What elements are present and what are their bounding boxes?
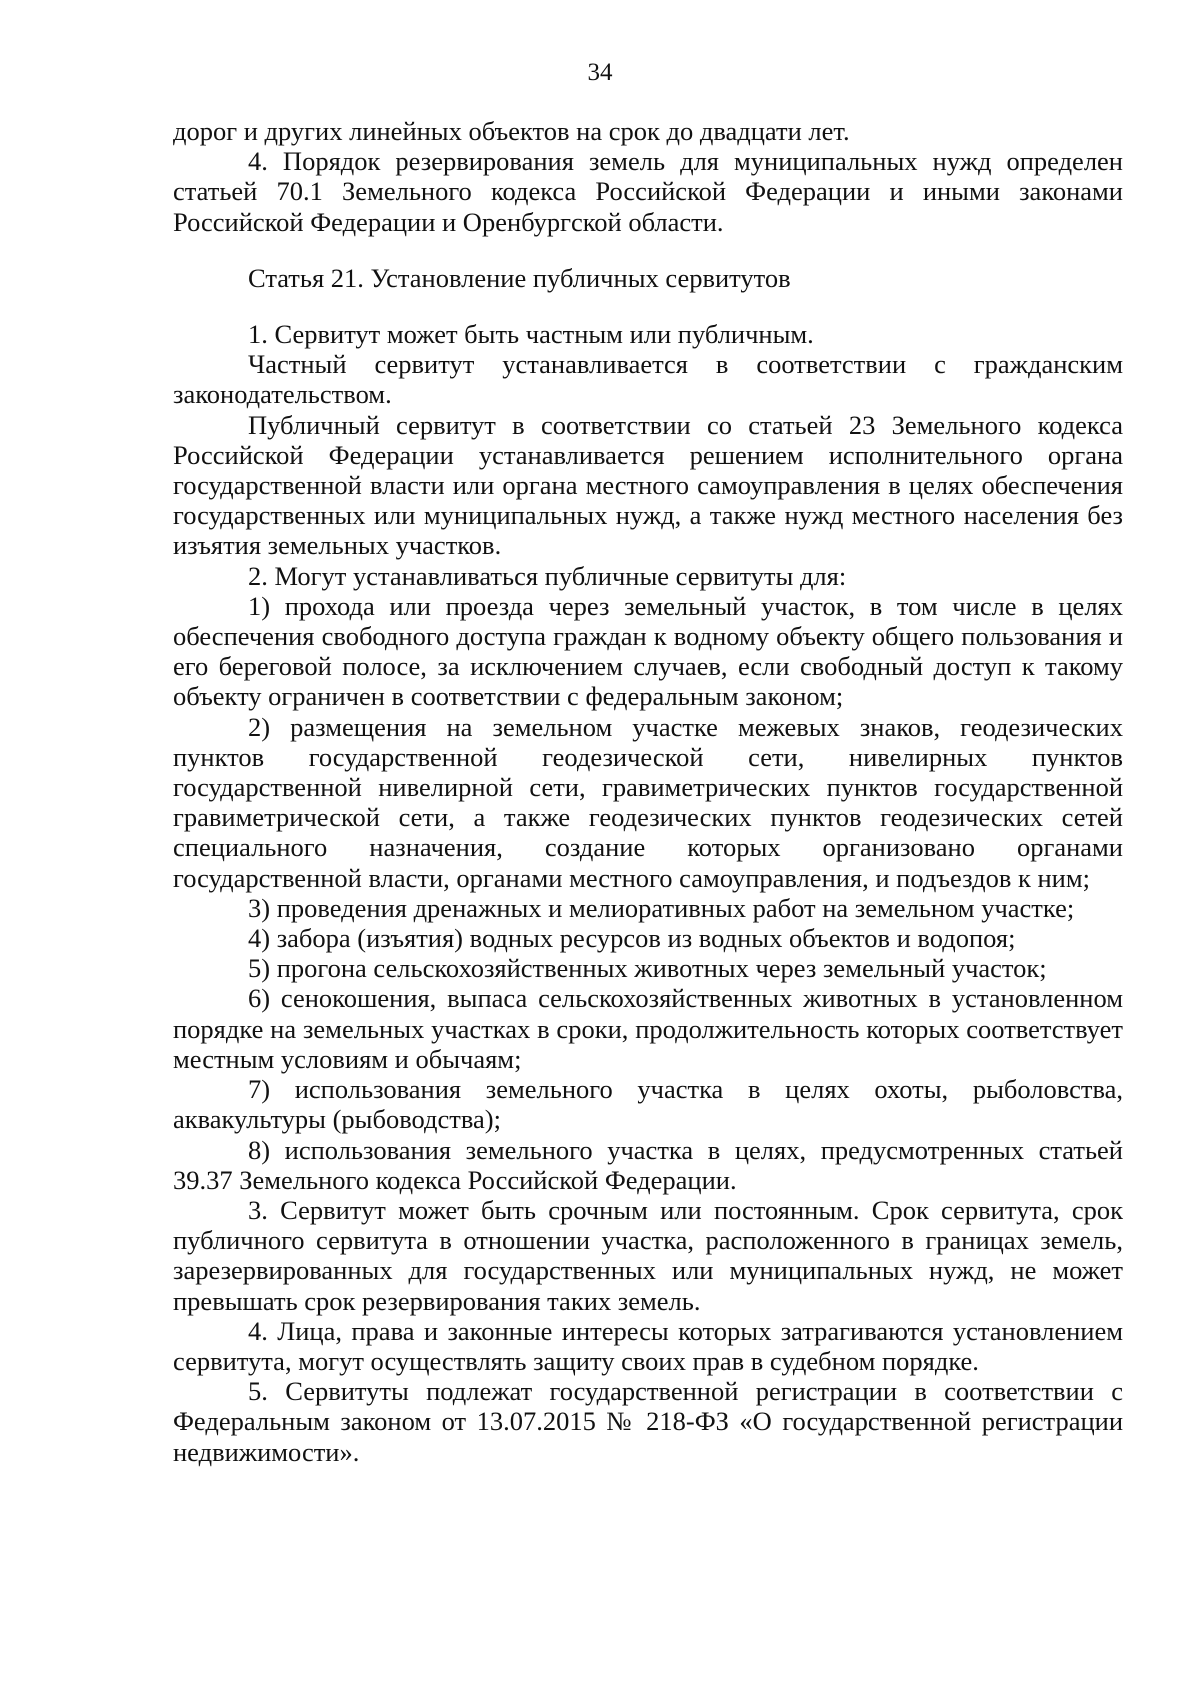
list-item-2: 2) размещения на земельном участке межевых знаков, геодезических пунктов государственной геодезической сети, нивелирных пунктов государственной нивелирной сети, гравиметрических пунктов государственной гравиметрической сети, а также геодезических пунктов геодезических сетей специального назначения, создание которых организовано органами государственной власти, органами местного самоуправления, и подъездов к ним; <box>173 711 1123 893</box>
paragraph-public-servitude-purposes: 2. Могут устанавливаться публичные сервитуты для: <box>248 560 847 591</box>
paragraph-servitude-term: 3. Сервитут может быть срочным или постоянным. Срок сервитута, срок публичного сервитута в отношении участка, расположенного в границах земель, зарезервированных для государственных или муниципальных нужд, не может превышать срок резервирования таких земель. <box>173 1194 1123 1316</box>
list-item-1: 1) прохода или проезда через земельный участок, в том числе в целях обеспечения свободного доступа граждан к водному объекту общего пользования и его береговой полосе, за исключением случаев, если свободный доступ к такому объекту ограничен в соответствии с федеральным законом; <box>173 590 1123 712</box>
paragraph-state-registration: 5. Сервитуты подлежат государственной регистрации в соответствии с Федеральным законом от 13.07.2015 № 218-ФЗ «О государственной регистрации недвижимости». <box>173 1376 1123 1467</box>
paragraph-servitude-types: 1. Сервитут может быть частным или публичным. <box>248 319 814 350</box>
paragraph-private-servitude: Частный сервитут устанавливается в соответствии с гражданским законодательством. <box>173 349 1123 410</box>
paragraph-public-servitude: Публичный сервитут в соответствии со статьей 23 Земельного кодекса Российской Федерации устанавливается решением исполнительного органа государственной власти или органа местного самоуправления в целях обеспечения государственных или муниципальных нужд, а также нужд местного населения без изъятия земельных участков. <box>173 409 1123 561</box>
list-item-6: 6) сенокошения, выпаса сельскохозяйственных животных в установленном порядке на земельных участках в сроки, продолжительность которых соответствует местным условиям и обычаям; <box>173 983 1123 1074</box>
list-item-4: 4) забора (изъятия) водных ресурсов из водных объектов и водопоя; <box>248 923 1016 954</box>
page-number: 34 <box>587 59 613 86</box>
list-item-3: 3) проведения дренажных и мелиоративных работ на земельном участке; <box>248 892 1075 923</box>
list-item-5: 5) прогона сельскохозяйственных животных через земельный участок; <box>248 953 1047 984</box>
article-heading: Статья 21. Установление публичных сервитутов <box>248 262 791 293</box>
list-item-7: 7) использования земельного участка в целях охоты, рыболовства, аквакультуры (рыбоводства); <box>173 1074 1123 1135</box>
paragraph-continuation: дорог и других линейных объектов на срок до двадцати лет. <box>173 116 850 146</box>
paragraph-item-4-reservation: 4. Порядок резервирования земель для муниципальных нужд определен статьей 70.1 Земельного кодекса Российской Федерации и иными законами Российской Федерации и Оренбургской области. <box>173 146 1123 237</box>
list-item-8: 8) использования земельного участка в целях, предусмотренных статьей 39.37 Земельного кодекса Российской Федерации. <box>173 1134 1123 1195</box>
paragraph-rights-protection: 4. Лица, права и законные интересы которых затрагиваются установлением сервитута, могут осуществлять защиту своих прав в судебном порядке. <box>173 1315 1123 1376</box>
document-body <box>173 116 1123 1467</box>
